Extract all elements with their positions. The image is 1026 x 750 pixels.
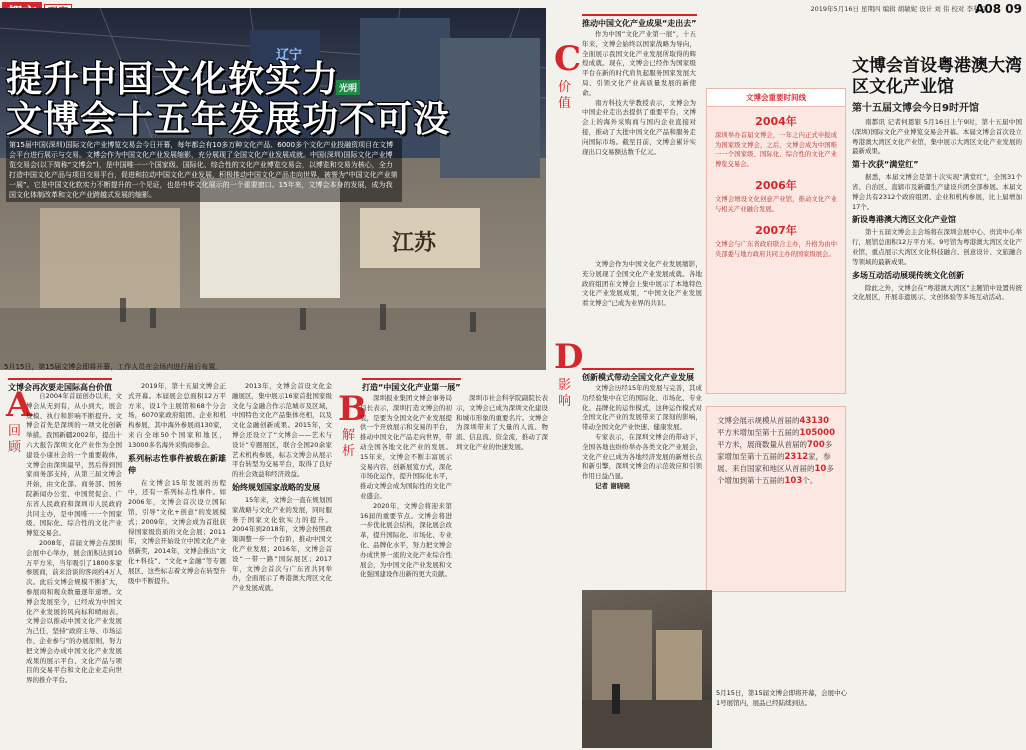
booth-photo — [582, 590, 712, 748]
booth-sign-liaoning: 辽宁 — [276, 48, 303, 63]
paragraph: 2019年，第十五届文博会正式开幕。本届展会总面积12万平方米，设1个主展馆和68个分会场，6070家政府组团、企业和机构参展，其中海外参展商130家，来自全球50个国家和地区，13000多名海外采购商参会。 — [128, 382, 226, 449]
section-a-sub: 回顾 — [8, 424, 22, 455]
paragraph: 2008年，首届文博会在深圳会展中心举办，展会面积达到10万平方米，当年吸引了1800多家参展商，前来洽谈的客商约4万人次。此后文博会规模不断扩大，参展商和观众数量逐年递增。文博会发展至今，已经成为中国文化产业发展的风向标和晴雨表。文博会以推动中国文化产业发展为己任，坚持“政府主导、市场运作、企业参与”的办展原则，努力把文博会办成中国文化产业发展成果的展示平台、文化产品与项目的交易平台和文化企业走向世界的推介平台。 — [26, 538, 122, 685]
paragraph: 2020年，文博会将迎来第16届的重要节点。文博会将进一步优化展会结构，深化展会改革，提升国际化、市场化、专业化、品牌化水平，努力把文博会办成世界一流的文化产业综合性展会，为中国文化产业发展和文化强国建设作出新的更大贡献。 — [360, 501, 452, 579]
timeline-text: 文博会增设文化创意产业馆，推动文化产业与相关产业融合发展。 — [715, 196, 837, 213]
booth-photo-caption: 5月15日，第15届文博会即将开幕，会展中心1号展馆内，展品已经陆续到达。 — [716, 689, 848, 707]
paragraph: 2013年，文博会首设文化金融展区，集中展示16家首批国家级文化与金融合作示范城市及区域，中国特色文化产品集体亮相，以及文化金融创新成果。2015年，文博会还设立了“文博会——艺术与设计”专题展区，联合全国20余家艺术机构参展，标志文博会从展示平台转型为交易平台，取得了良好的社会效益和经济效益。 — [232, 382, 332, 479]
subheading: 多场互动活动展现传统文化创新 — [852, 270, 964, 280]
section-b-sub: 解析 — [342, 428, 356, 459]
section-letter-d: D — [554, 337, 584, 377]
section-c-title: 推动中国文化产业成果“走出去” — [582, 14, 697, 29]
stats-value: 105000 — [799, 428, 835, 438]
section-c-col-p3 — [582, 260, 702, 352]
stats-text: 家，参展、来自国家和地区从首届的 — [717, 452, 831, 473]
paragraph: 据悉，本届文博会是第十次实现“满堂红”，全国31个省、自治区、直辖市及新疆生产建设兵团全部参展。本届文博会共有2312个政府组团、企业和机构参展，比上届增加17个。 — [852, 173, 1022, 211]
subheading: 新设粤港澳大湾区文化产业馆 — [852, 215, 956, 225]
stats-text: 平方米增加至第十五届的 — [717, 428, 800, 437]
side-article-title: 文博会首设粤港澳大湾区文化产业馆 — [852, 56, 1022, 97]
section-d-col-1 — [582, 384, 702, 584]
side-article-subtitle: 第十五届文博会今日9时开馆 — [852, 103, 979, 114]
paragraph: 在文博会15年发展的历程中，还有一系列标志性事件。如2006年，文博会首次设立国际馆，引导“文化+创意”的发展模式；2009年，文博会成为首批获得国家级资质的文化会展；2011年，文博会开始设立中国文化产业创新奖，2014年，文博会推出“文化+科技”、“文化+金融”等专题展区，这些标志着文博会在转型升级中不断提升。 — [128, 478, 226, 585]
hero-intro-text: 第15届中国(深圳)国际文化产业博览交易会今日开幕，每年都会有10多万种文化产品、6000多个文化产业投融资项目在文博会平台进行展示与交易。文博会作为中国文化产业发展缩影，充分展现了全国文化产业发展成就。中国(深圳)国际文化产业博览交易会(以下简称“文博会”)，是中国唯一一个国家级、国际化、综合性的文化产业博览交易会，以博览和交易为核心，全力打造中国文化产品与项目交易平台，促进和拉动中国文化产业发展，积极推动中国文化产品走向世界，被誉为“中国文化产业第一展”。它是中国文化软实力不断提升的一个见证，也是中华文化展示的一个重要窗口。15年来，文博会本身的发展，成为我国文化体制改革和文化产业跨越式发展的缩影。 — [6, 138, 402, 202]
timeline-heading: 文博会重要时间线 — [707, 89, 845, 107]
booth-sign-guangming: 光明 — [336, 80, 360, 95]
paragraph: 文博会作为中国文化产业发展缩影，充分展现了全国文化产业发展成就。各地政府组团在文博会上集中展示了本地特色文化产业发展成果，“中国文化产业发展看文博会”已成为业界的共识。 — [582, 260, 702, 308]
section-letter-a: A — [6, 385, 33, 425]
timeline-text: 文博会与广东省政府联合主办，升格为由中央部委与地方政府共同主办的国家级展会。 — [715, 241, 837, 258]
timeline-year: 2007年 — [755, 224, 797, 237]
section-letter-b: B — [338, 389, 367, 429]
section-a-col-2 — [128, 382, 226, 744]
section-d-sub: 影响 — [558, 378, 572, 409]
section-a-col-3 — [232, 382, 332, 744]
stats-text: 平方米，展商数量从首届的 — [717, 440, 807, 449]
page-meta: 2019年5月16日 星期四 编辑 胡敏妮 设计 刘 伟 校对 李利月 — [810, 5, 986, 13]
paragraph: 南都讯 记者何恩银 5月16日上午9时，第十五届中国(深圳)国际文化产业博览交易会开幕。本届文博会首次设立粤港澳大湾区文化产业馆，集中展示大湾区文化产业发展的最新成果。 — [852, 118, 1022, 156]
section-d-title: 创新模式带动全国文化产业发展 — [582, 368, 694, 383]
page-number: A08 09 — [975, 2, 1022, 16]
stats-text: 多个增加到第十五届的 — [717, 464, 834, 485]
side-article-body — [852, 118, 1022, 746]
stats-box — [706, 406, 846, 592]
stats-text: 文博会展示规模从首届的 — [717, 416, 800, 425]
stats-value: 43130 — [799, 416, 830, 426]
section-c-sub: 价值 — [558, 80, 572, 111]
paragraph: 深圳报业集团文博会事务局局长表示，深圳打造文博会的初衷，是要为全国文化产业发展提供一个开放展示和交易的平台，推动中国文化产品走向世界，带动全国各地文化产业的发展。15年来，文博会不断丰富展示交易内容，创新展览方式，深化市场化运作，提升国际化水平，推动文博会成为国际性的文化产业盛会。 — [360, 394, 452, 500]
paragraph: 专家表示，在深圳文博会的带动下，全国各地也纷纷举办各类文化产业展会，文化产业已成为各地经济发展的新增长点和新引擎，深圳文博会的示范效应和引领作用日益凸显。 — [582, 432, 702, 481]
booth-sign-jiangsu: 江苏 — [392, 230, 437, 256]
stats-value: 2312 — [784, 452, 809, 462]
paragraph: 深圳市社会科学院副院长表示，文博会已成为深圳文化建设和城市形象的重要名片。文博会为深圳带来了大量的人流、物流、信息流、资金流，推动了深圳文化产业的快速发展。 — [456, 394, 548, 451]
paragraph: 作为中国“文化产业第一展”，十五年来，文博会始终以国家战略为导向，全面展示我国文化产业发展所取得的辉煌成就。现在，文博会已经作为国家级平台在新的时代肩负起服务国家发展大局、引领文化产业高质量发展的新使命。 — [582, 30, 696, 97]
stats-text: 多家增加至第十五届的 — [717, 440, 833, 461]
timeline-text: 深圳举办首届文博会，一年之内正式申报成为国家级文博会，之后，文博会成为中国唯一一个国家级、国际化、综合性的文化产业博览交易会。 — [715, 132, 837, 168]
section-a-col-1 — [26, 392, 122, 744]
stats-value: 103 — [784, 476, 803, 486]
section-a-title: 文博会再次要走国际高台价值 — [8, 378, 112, 393]
section-letter-c: C — [554, 39, 582, 79]
section-b-col-2 — [456, 394, 548, 744]
paragraph: 除此之外，文博会在“粤港澳大湾区”主题馆中设置传统文化展区，开展非遗展示、文创体验等多场互动活动。 — [852, 283, 1022, 302]
paragraph: 自2004年首届创办以来，文博会从无到有，从小到大，展会规模、执行和影响不断提升。文博会首先是深圳的一项文化创新举措。我国新疆2002年，提出十六大报告深圳文化产业作为全国建设小康社会的一个重要载体，文博会由深圳最早，然后得到国家商务部支持，从第三届文博会开始，由文化部、商务部、国务院新闻办公室、中国贸促会、广东省人民政府和深圳市人民政府共同主办，是中国唯一一个国家级、国际化、综合性的文化产业博览交易会。 — [26, 392, 122, 538]
main-headline — [6, 60, 450, 140]
subheading: 始终规划国家战略的发展 — [232, 482, 320, 492]
headline-line-2: 文博会十五年发展功不可没 — [6, 99, 451, 140]
paragraph: 文博会历经15年的发展与完善，其成功经验集中在它的国际化、市场化、专业化、品牌化的运作模式，这种运作模式对全国文化产业的发展带来了深刻的影响，带动全国文化产业快速、健康发展。 — [582, 384, 702, 432]
paragraph: 15年来，文博会一直在规划国家战略与文化产业的发展，同时服务于国家文化软实力的提升。2004年到2018年，文博会按照政策调整一步一个台阶，推动中国文化产业发展；2016年，文博会首设“一带一路”国际展区；2017年，文博会首次与广东省共同举办，全面展示了粤港澳大湾区文化产业发展成就。 — [232, 495, 332, 593]
headline-line-1: 提升中国文化软实力 — [6, 59, 340, 100]
stats-text: 个。 — [802, 476, 818, 485]
timeline-panel — [706, 88, 846, 394]
timeline-year: 2006年 — [755, 179, 797, 192]
byline: 记者 谢晓晓 — [595, 481, 630, 490]
section-b-title: 打造“中国文化产业第一展” — [362, 378, 461, 393]
subheading: 系列标志性事件被载在新雄伸 — [128, 453, 226, 475]
booth-illustration — [582, 590, 712, 748]
paragraph: 第十五届文博会主会场将在深圳会展中心、贵宾中心举行，展馆总面积12万平方米。9号馆为粤港澳大湾区文化产业馆，重点展示大湾区文化科技融合、创意设计、文旅融合等领域的最新成果。 — [852, 228, 1022, 266]
hero-photo-caption: 5月15日，第15届文博会即将开幕，工作人员在会场内进行最后布置。 — [4, 363, 223, 371]
paragraph: 南方科技大学教授表示，文博会为中国企业走出去提供了重要平台，文博会上的海外采购商与国内企业直接对接，推动了大批中国文化产品和服务走向国际市场。截至目前，文博会累计实现出口交易额达数千亿元。 — [582, 98, 696, 156]
timeline-year: 2004年 — [755, 115, 797, 128]
hero-photo — [0, 8, 546, 370]
stats-value: 10 — [814, 464, 827, 474]
stats-value: 700 — [807, 440, 825, 450]
subheading: 第十次获“满堂红” — [852, 160, 919, 170]
section-b-col-1 — [360, 394, 452, 744]
